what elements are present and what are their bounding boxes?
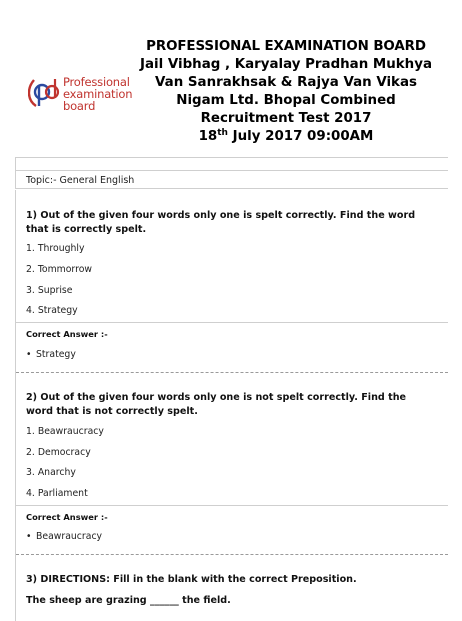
topic-label: Topic:- General English: [26, 175, 135, 186]
question-2-correct-answer: [26, 531, 102, 542]
topic-divider: [16, 170, 448, 171]
logo-line2: examination: [63, 87, 133, 101]
question-1-correct-label: Correct Answer :-: [26, 329, 108, 339]
bullet: •: [26, 349, 32, 360]
question-1-correct-answer: [26, 349, 76, 360]
question-1-text: 1) Out of the given four words only one is spelt correctly. Find the word that is correctly spelt.: [26, 210, 416, 235]
answer-text: Beawraucracy: [36, 531, 103, 542]
question-2-option-1: 1. Beawraucracy: [26, 426, 104, 437]
peb-logo-mark-icon: [28, 76, 64, 110]
answer-text: Strategy: [36, 349, 76, 360]
title-line3: Van Sanrakhsak & Rajya Van Vikas: [155, 75, 417, 90]
date-day: 18: [198, 129, 218, 144]
logo-line3: board: [63, 99, 96, 113]
question-1-option-3: 3. Suprise: [26, 285, 73, 296]
title-line4: Nigam Ltd. Bhopal Combined: [176, 93, 396, 108]
date-suffix: th: [217, 128, 228, 138]
question-1-option-4: 4. Strategy: [26, 305, 78, 316]
topic-section: [15, 157, 448, 189]
question-1-option-1: 1. Throughly: [26, 243, 85, 254]
peb-logo: [28, 75, 133, 116]
title-line5: Recruitment Test 2017: [200, 111, 372, 126]
question-separator: [16, 554, 448, 555]
exam-date: [125, 128, 447, 146]
question-1-option-2: 2. Tommorrow: [26, 264, 92, 275]
bullet: •: [26, 531, 32, 542]
exam-title: [125, 38, 447, 146]
logo-line1: Professional: [63, 75, 130, 89]
question-3-sentence: The sheep are grazing ______ the field.: [26, 595, 231, 606]
title-line1: PROFESSIONAL EXAMINATION BOARD: [146, 39, 426, 54]
question-2-option-2: 2. Democracy: [26, 447, 91, 458]
date-rest: July 2017 09:00AM: [227, 129, 374, 144]
question-separator: [16, 372, 448, 373]
title-line2: Jail Vibhag , Karyalay Pradhan Mukhya: [140, 57, 432, 72]
question-2-text: 2) Out of the given four words only one is not spelt correctly. Find the word that is not correctly spelt.: [26, 392, 407, 417]
questions-section: [15, 190, 448, 621]
header: [0, 34, 462, 154]
divider: [16, 505, 448, 506]
question-2-option-3: 3. Anarchy: [26, 467, 76, 478]
question-2-correct-label: Correct Answer :-: [26, 512, 108, 522]
question-3-text: 3) DIRECTIONS: Fill in the blank with the correct Preposition.: [26, 574, 357, 585]
question-2-option-4: 4. Parliament: [26, 488, 88, 499]
divider: [16, 322, 448, 323]
logo-wordmark: [63, 76, 132, 112]
